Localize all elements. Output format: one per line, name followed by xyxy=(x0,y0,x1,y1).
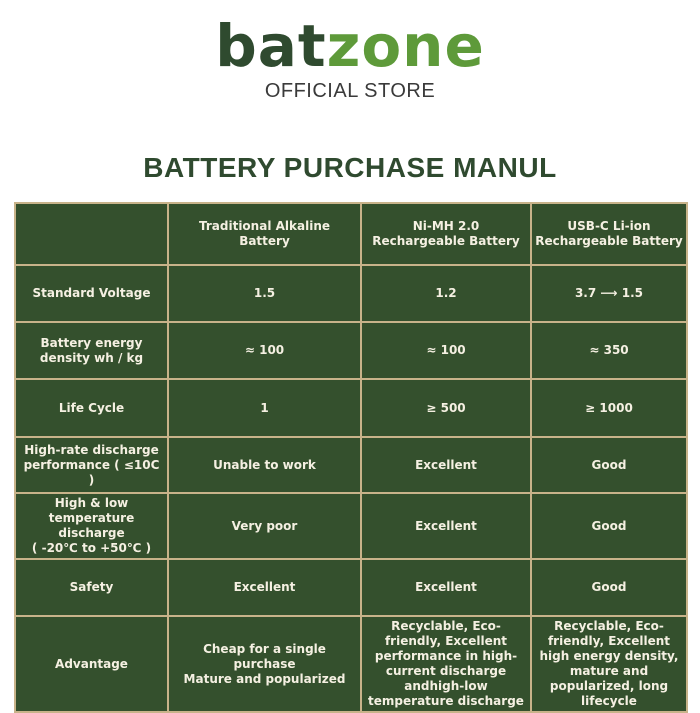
cell-value: Excellent xyxy=(415,518,477,533)
row-label: Safety xyxy=(69,580,114,594)
row-label-cell xyxy=(15,559,168,616)
row-label-cell xyxy=(15,437,168,493)
nimh-cell xyxy=(361,493,531,559)
table-row xyxy=(15,616,687,712)
alkaline-cell xyxy=(168,265,361,322)
nimh-cell xyxy=(361,437,531,493)
cell-value: Good xyxy=(591,457,627,472)
cell-value: Unable to work xyxy=(213,457,316,472)
alkaline-cell xyxy=(168,616,361,712)
cell-value: 3.7 ⟶ 1.5 xyxy=(574,286,644,300)
cell-value: 1.2 xyxy=(435,286,457,300)
header-line: USB-C Li-ion xyxy=(567,219,651,233)
page-title: BATTERY PURCHASE MANUL xyxy=(143,152,557,183)
brand-part1: bat xyxy=(215,12,327,80)
nimh-cell xyxy=(361,379,531,437)
row-label-cell xyxy=(15,616,168,712)
comparison-table xyxy=(14,202,688,713)
alkaline-cell xyxy=(168,493,361,559)
nimh-cell xyxy=(361,559,531,616)
table-row xyxy=(15,437,687,493)
cell-value: Excellent xyxy=(415,580,477,594)
nimh-cell xyxy=(361,322,531,379)
row-label: High-rate discharge xyxy=(24,442,159,457)
liion-cell xyxy=(531,493,687,559)
cell-value: Very poor xyxy=(231,518,298,533)
row-label: Advantage xyxy=(55,656,128,671)
liion-cell xyxy=(531,559,687,616)
cell-value: Excellent xyxy=(415,457,477,472)
row-label: performance ( ≤10C ) xyxy=(23,457,160,487)
cell-value: Recyclable, Eco-friendly, Excellent xyxy=(547,619,671,648)
cell-value: high energy density, mature and xyxy=(539,649,679,678)
alkaline-cell xyxy=(168,559,361,616)
cell-value: Good xyxy=(591,580,627,594)
cell-value: Cheap for a single purchase xyxy=(203,641,326,671)
header-line: Rechargeable Battery xyxy=(535,234,683,248)
row-label-cell xyxy=(15,379,168,437)
cell-value: ≈ 100 xyxy=(244,343,285,357)
alkaline-cell xyxy=(168,437,361,493)
nimh-cell xyxy=(361,616,531,712)
table-row xyxy=(15,379,687,437)
liion-cell xyxy=(531,437,687,493)
cell-value: Good xyxy=(591,518,627,533)
cell-value: Recyclable, Eco-friendly, Excellent xyxy=(384,619,508,648)
header-line: Traditional Alkaline Battery xyxy=(199,219,330,248)
row-label: ( -20℃ to +50℃ ) xyxy=(31,541,152,555)
row-label: Standard Voltage xyxy=(32,286,151,300)
alkaline-cell xyxy=(168,379,361,437)
table-header-row xyxy=(15,203,687,265)
brand-part2: zone xyxy=(326,12,485,80)
row-label-cell xyxy=(15,493,168,559)
row-label: High & low temperature xyxy=(48,496,135,525)
brand-wordmark xyxy=(0,14,700,78)
cell-value: 1.5 xyxy=(253,286,276,300)
row-label: density wh / kg xyxy=(39,350,144,365)
row-label: Life Cycle xyxy=(58,400,125,415)
cell-value: performance in high-current discharge xyxy=(374,649,518,678)
header-line: Rechargeable Battery xyxy=(372,234,520,248)
cell-value: Excellent xyxy=(233,580,296,594)
cell-value: ≈ 350 xyxy=(589,343,629,357)
table-row xyxy=(15,559,687,616)
cell-value: ≥ 1000 xyxy=(585,400,633,415)
row-label: Battery energy xyxy=(40,335,143,350)
alkaline-cell xyxy=(168,322,361,379)
brand-logo xyxy=(0,14,700,103)
table-row xyxy=(15,265,687,322)
liion-cell xyxy=(531,379,687,437)
header-line: Ni-MH 2.0 xyxy=(412,219,480,233)
liion-cell xyxy=(531,265,687,322)
brand-subtitle: OFFICIAL STORE xyxy=(264,80,436,102)
header-cell-empty xyxy=(15,203,168,265)
cell-value: Mature and popularized xyxy=(183,671,346,686)
nimh-cell xyxy=(361,265,531,322)
row-label: discharge xyxy=(58,526,125,540)
table-row xyxy=(15,322,687,379)
table-row xyxy=(15,493,687,559)
liion-cell xyxy=(531,322,687,379)
row-label-cell xyxy=(15,322,168,379)
liion-cell xyxy=(531,616,687,712)
cell-value: popularized, long lifecycle xyxy=(549,679,669,708)
cell-value: 1 xyxy=(260,400,269,415)
cell-value: andhigh-low temperature discharge xyxy=(368,679,524,708)
cell-value: ≈ 100 xyxy=(426,343,466,357)
header-cell-nimh xyxy=(361,203,531,265)
row-label-cell xyxy=(15,265,168,322)
cell-value: ≥ 500 xyxy=(426,400,466,415)
header-cell-alkaline xyxy=(168,203,361,265)
header-cell-liion xyxy=(531,203,687,265)
